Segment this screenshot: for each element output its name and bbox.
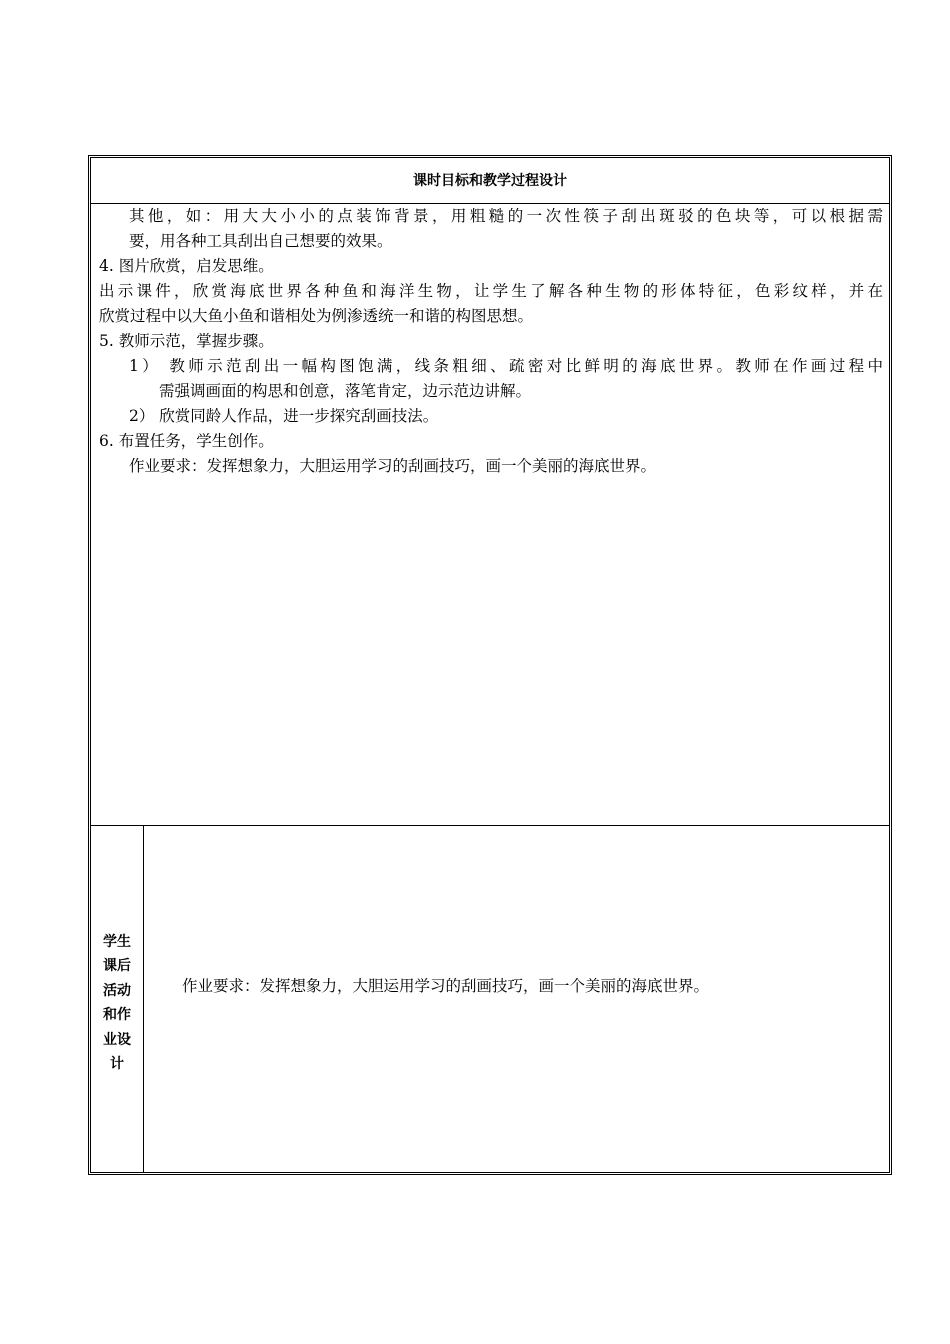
body-line: 其他，如：用大大小小的点装饰背景，用粗糙的一次性筷子刮出斑驳的色块等，可以根据需 — [129, 207, 883, 225]
teaching-process-cell — [91, 204, 889, 826]
homework-cell — [144, 826, 889, 1172]
homework-text: 作业要求：发挥想象力，大胆运用学习的刮画技巧，画一个美丽的海底世界。 — [182, 977, 710, 995]
table-header: 课时目标和教学过程设计 — [91, 158, 889, 204]
body-line: 5. 教师示范，掌握步骤。 — [99, 332, 274, 350]
body-line: 欣赏过程中以大鱼小鱼和谐相处为例渗透统一和谐的构图思想。 — [99, 307, 534, 325]
body-line: 2） 欣赏同龄人作品，进一步探究刮画技法。 — [129, 407, 439, 425]
side-label-cell — [91, 826, 144, 1172]
lesson-plan-table — [88, 155, 892, 1175]
body-line: 4. 图片欣赏，启发思维。 — [99, 257, 274, 275]
body-line: 出示课件，欣赏海底世界各种鱼和海洋生物，让学生了解各种生物的形体特征，色彩纹样，并在 — [99, 282, 883, 300]
body-line: 需强调画面的构思和创意，落笔肯定，边示范边讲解。 — [159, 382, 532, 400]
body-line: 1） 教师示范刮出一幅构图饱满，线条粗细、疏密对比鲜明的海底世界。教师在作画过程中 — [129, 357, 883, 375]
body-line: 6. 布置任务，学生创作。 — [99, 432, 274, 450]
side-label: 学生课后活动和作业设计 — [103, 933, 131, 1072]
body-line: 要，用各种工具刮出自己想要的效果。 — [129, 232, 393, 250]
body-line: 作业要求：发挥想象力，大胆运用学习的刮画技巧，画一个美丽的海底世界。 — [129, 457, 657, 475]
